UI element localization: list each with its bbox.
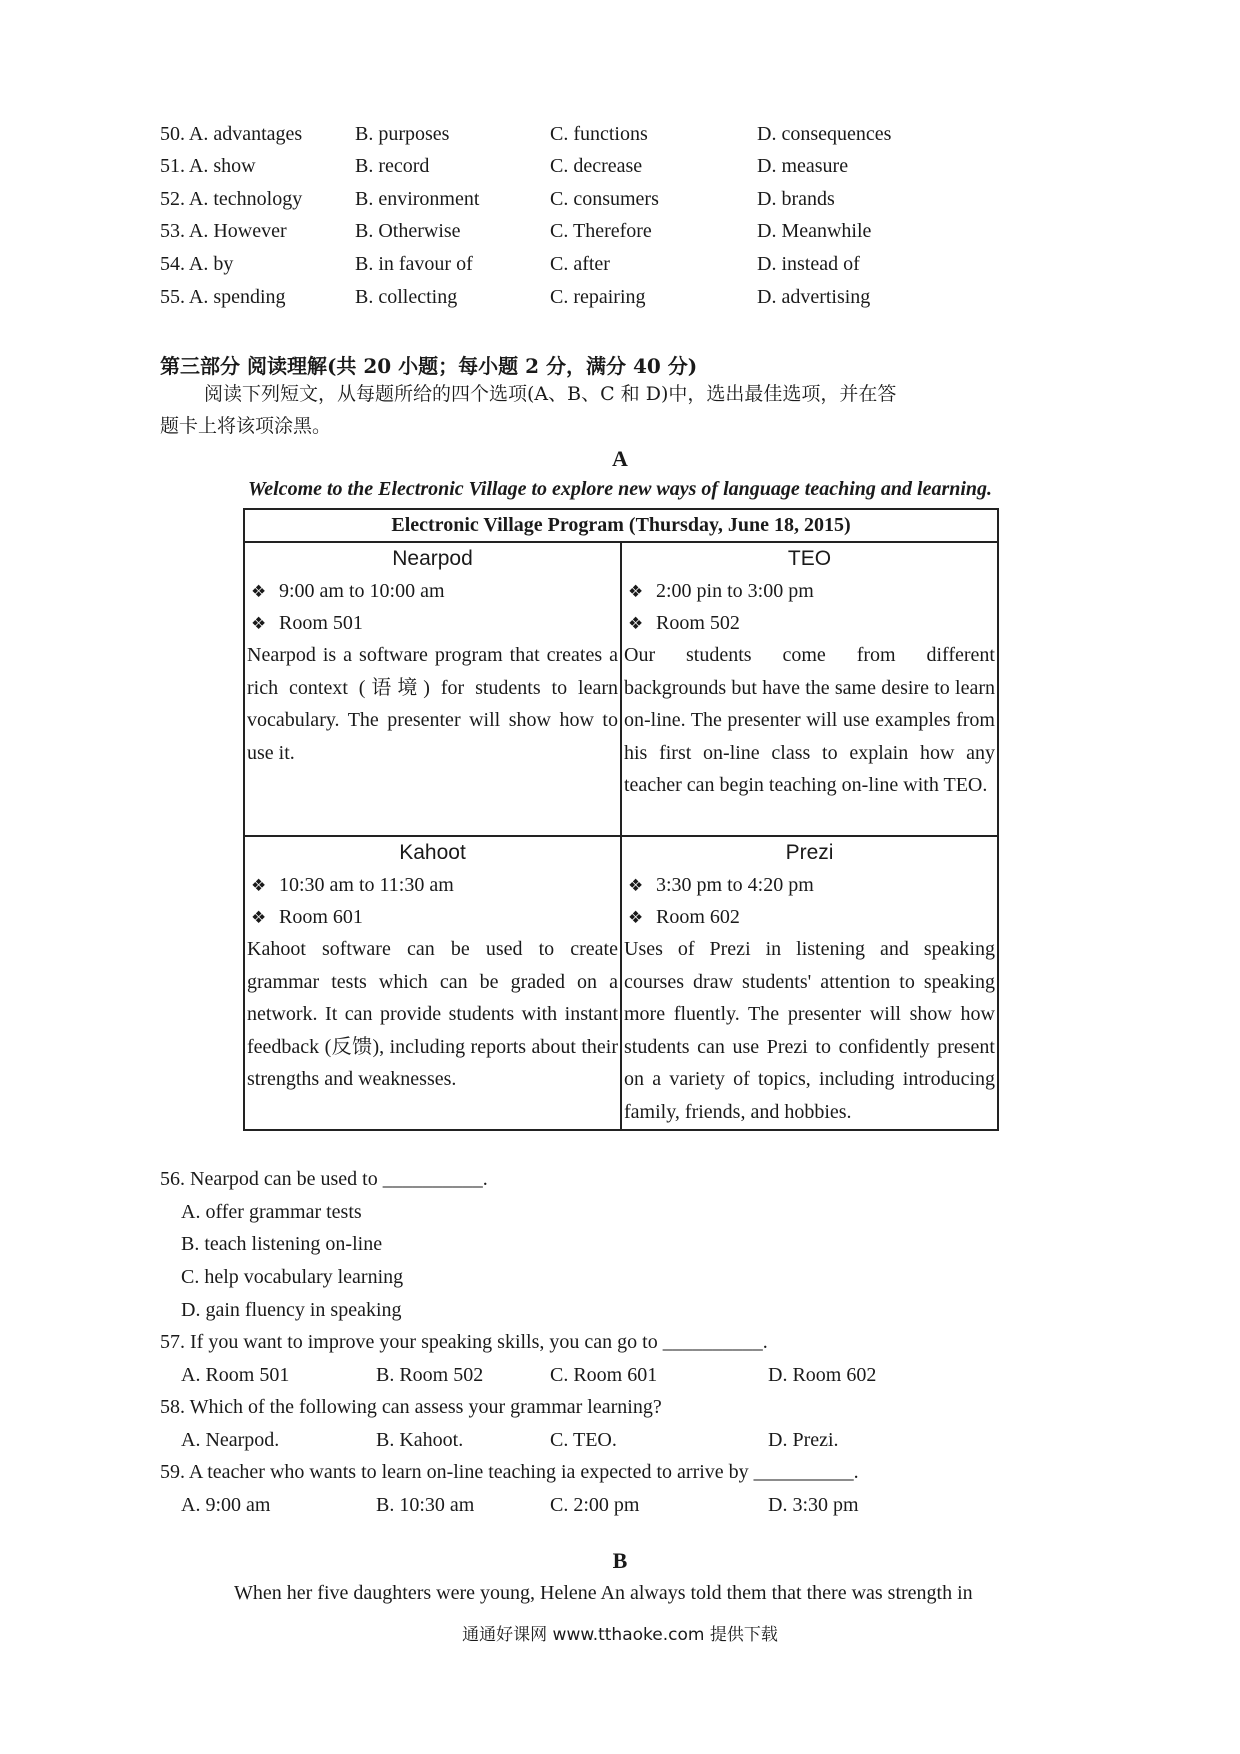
room-row bbox=[245, 901, 620, 933]
passage-b-first-line: When her five daughters were young, Helene An always told them that there was strength in bbox=[234, 1582, 973, 1604]
option-c: C. decrease bbox=[550, 155, 643, 177]
bullet-icon: ❖ bbox=[251, 908, 267, 928]
option-b: B. environment bbox=[355, 188, 480, 210]
question-56-option-a: A. offer grammar tests bbox=[181, 1201, 362, 1223]
session-description: Our students come from different backgrounds but have the same desire to learn on-line. The presenter will use examples from his first on-line class to explain how any teacher can begin teaching on-line with TEO. bbox=[624, 644, 995, 797]
time-row bbox=[245, 575, 620, 607]
room-row bbox=[622, 901, 997, 933]
question-59-option-a: A. 9:00 am bbox=[181, 1494, 271, 1516]
session-time: 10:30 am to 11:30 am bbox=[279, 874, 454, 896]
bullet-icon: ❖ bbox=[628, 614, 644, 634]
bullet-icon: ❖ bbox=[251, 582, 267, 602]
option-a: 55. A. spending bbox=[160, 286, 286, 308]
room-row bbox=[245, 607, 620, 639]
option-b: B. record bbox=[355, 155, 430, 177]
question-58-option-a: A. Nearpod. bbox=[181, 1429, 280, 1451]
option-d: D. advertising bbox=[757, 286, 871, 308]
time-row bbox=[245, 869, 620, 901]
session-description: Kahoot software can be used to create grammar tests which can be graded on a network. It can provide students with instant feedback (反馈), including reports about their strengths and weaknesses. bbox=[247, 938, 618, 1091]
option-d: D. consequences bbox=[757, 123, 892, 145]
time-row bbox=[622, 575, 997, 607]
question-59-stem: 59. A teacher who wants to learn on-line teaching ia expected to arrive by __________. bbox=[160, 1461, 859, 1483]
option-a: 53. A. However bbox=[160, 220, 287, 242]
program-table bbox=[243, 508, 999, 1131]
page-footer: 通通好课网 www.tthaoke.com 提供下载 bbox=[462, 1625, 778, 1645]
program-title: Nearpod bbox=[392, 547, 473, 570]
question-56-stem: 56. Nearpod can be used to __________. bbox=[160, 1168, 488, 1190]
option-b: B. collecting bbox=[355, 286, 458, 308]
instruction-line-1: 阅读下列短文，从每题所给的四个选项(A、B、C 和 D)中，选出最佳选项，并在答 bbox=[204, 383, 897, 405]
program-title: Prezi bbox=[785, 841, 834, 864]
passage-b-letter: B bbox=[612, 1548, 628, 1573]
table-title: Electronic Village Program (Thursday, June 18, 2015) bbox=[244, 509, 998, 542]
bullet-icon: ❖ bbox=[628, 876, 644, 896]
question-57-option-a: A. Room 501 bbox=[181, 1364, 290, 1386]
question-56-option-b: B. teach listening on-line bbox=[181, 1233, 383, 1255]
option-d: D. brands bbox=[757, 188, 835, 210]
option-a: 51. A. show bbox=[160, 155, 256, 177]
passage-a-welcome: Welcome to the Electronic Village to explore new ways of language teaching and learning. bbox=[247, 478, 993, 500]
section-heading: 第三部分 阅读理解(共 20 小题；每小题 2 分，满分 40 分) bbox=[160, 354, 698, 378]
question-59-option-d: D. 3:30 pm bbox=[768, 1494, 859, 1516]
session-room: Room 501 bbox=[279, 612, 363, 634]
option-d: D. Meanwhile bbox=[757, 220, 872, 242]
instruction-line-2: 题卡上将该项涂黑。 bbox=[160, 415, 332, 437]
option-a: 52. A. technology bbox=[160, 188, 303, 210]
session-time: 2:00 pin to 3:00 pm bbox=[656, 580, 814, 602]
session-time: 3:30 pm to 4:20 pm bbox=[656, 874, 814, 896]
option-a: 50. A. advantages bbox=[160, 123, 303, 145]
time-row bbox=[622, 869, 997, 901]
program-cell-teo bbox=[621, 542, 998, 836]
option-b: B. in favour of bbox=[355, 253, 473, 275]
option-c: C. Therefore bbox=[550, 220, 652, 242]
question-56-option-c: C. help vocabulary learning bbox=[181, 1266, 404, 1288]
option-a: 54. A. by bbox=[160, 253, 234, 275]
option-d: D. measure bbox=[757, 155, 849, 177]
bullet-icon: ❖ bbox=[628, 908, 644, 928]
question-56-option-d: D. gain fluency in speaking bbox=[181, 1299, 402, 1321]
program-title: TEO bbox=[787, 547, 832, 570]
option-c: C. repairing bbox=[550, 286, 646, 308]
question-58-stem: 58. Which of the following can assess your grammar learning? bbox=[160, 1396, 662, 1418]
question-58-option-c: C. TEO. bbox=[550, 1429, 617, 1451]
session-room: Room 502 bbox=[656, 612, 740, 634]
session-time: 9:00 am to 10:00 am bbox=[279, 580, 445, 602]
room-row bbox=[622, 607, 997, 639]
option-b: B. purposes bbox=[355, 123, 450, 145]
session-description: Nearpod is a software program that creates a rich context (语境) for students to learn vocabulary. The presenter will show how to use it. bbox=[247, 644, 618, 764]
bullet-icon: ❖ bbox=[251, 876, 267, 896]
option-c: C. after bbox=[550, 253, 610, 275]
question-58-option-b: B. Kahoot. bbox=[376, 1429, 464, 1451]
option-b: B. Otherwise bbox=[355, 220, 461, 242]
program-cell-kahoot bbox=[244, 836, 621, 1130]
session-room: Room 601 bbox=[279, 906, 363, 928]
option-d: D. instead of bbox=[757, 253, 860, 275]
question-58-option-d: D. Prezi. bbox=[768, 1429, 839, 1451]
program-title: Kahoot bbox=[399, 841, 466, 864]
bullet-icon: ❖ bbox=[628, 582, 644, 602]
option-c: C. functions bbox=[550, 123, 648, 145]
session-description: Uses of Prezi in listening and speaking courses draw students' attention to speaking more fluently. The presenter will show how students can use Prezi to confidently present on a variety of topics, including introducing family, friends, and hobbies. bbox=[624, 938, 995, 1123]
option-c: C. consumers bbox=[550, 188, 659, 210]
program-cell-prezi bbox=[621, 836, 998, 1130]
bullet-icon: ❖ bbox=[251, 614, 267, 634]
question-57-option-c: C. Room 601 bbox=[550, 1364, 658, 1386]
program-cell-nearpod bbox=[244, 542, 621, 836]
session-room: Room 602 bbox=[656, 906, 740, 928]
question-57-option-d: D. Room 602 bbox=[768, 1364, 877, 1386]
question-57-option-b: B. Room 502 bbox=[376, 1364, 484, 1386]
passage-a-letter: A bbox=[612, 446, 628, 471]
question-59-option-b: B. 10:30 am bbox=[376, 1494, 475, 1516]
question-57-stem: 57. If you want to improve your speaking skills, you can go to __________. bbox=[160, 1331, 768, 1353]
question-59-option-c: C. 2:00 pm bbox=[550, 1494, 640, 1516]
